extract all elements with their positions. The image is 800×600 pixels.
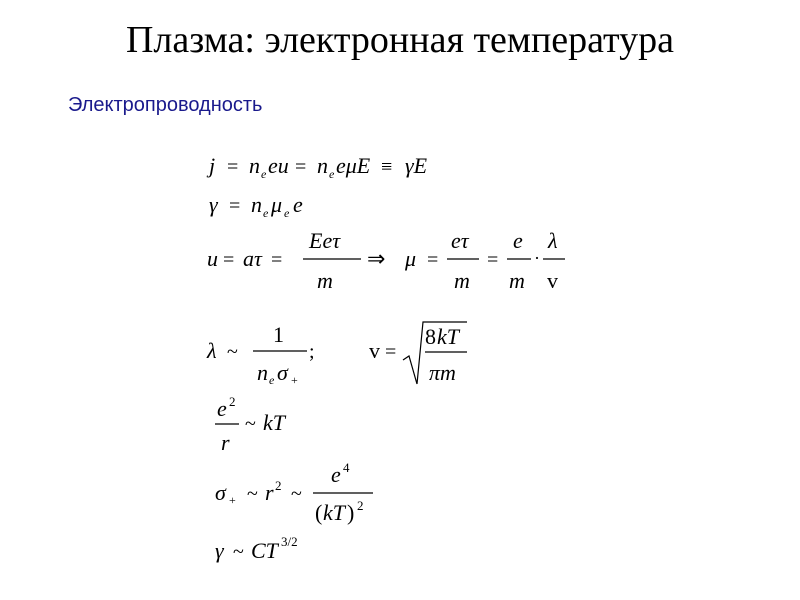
- svg-text:~: ~: [247, 483, 258, 505]
- svg-text:4: 4: [343, 460, 350, 475]
- svg-text:πm: πm: [429, 360, 456, 385]
- svg-text:r: r: [221, 430, 230, 455]
- svg-text:8: 8: [425, 324, 436, 349]
- svg-text:γE: γE: [405, 153, 428, 178]
- svg-text:v: v: [547, 268, 558, 293]
- svg-text:Eeτ: Eeτ: [309, 228, 341, 253]
- svg-text:n: n: [249, 153, 260, 178]
- svg-text:j: j: [209, 153, 216, 178]
- svg-text:γ: γ: [215, 538, 224, 563]
- svg-text:aτ: aτ: [243, 246, 262, 271]
- formula-cross-section: [205, 458, 395, 528]
- slide-title: Плазма: электронная температура: [125, 19, 675, 61]
- formula-current-density: [205, 148, 465, 184]
- svg-text:m: m: [317, 268, 333, 293]
- svg-text:~: ~: [227, 341, 238, 363]
- svg-text:v: v: [369, 338, 380, 363]
- svg-text:2: 2: [275, 478, 282, 493]
- svg-text:eτ: eτ: [451, 228, 469, 253]
- svg-text:σ: σ: [277, 360, 288, 385]
- svg-text:CT: CT: [251, 538, 278, 563]
- svg-text:2: 2: [229, 394, 236, 409]
- svg-text:e: e: [329, 167, 335, 181]
- svg-text:+: +: [291, 373, 298, 387]
- svg-text:2: 2: [357, 498, 364, 513]
- svg-text:e: e: [513, 228, 523, 253]
- svg-text:;: ;: [309, 341, 315, 363]
- svg-text:=: =: [385, 341, 397, 363]
- svg-text:m: m: [509, 268, 525, 293]
- svg-text:=: =: [227, 156, 239, 178]
- svg-text:γ: γ: [209, 192, 218, 217]
- svg-text:μ: μ: [405, 246, 417, 271]
- formula-mean-free-path: [205, 316, 495, 388]
- svg-text:eu: eu: [268, 153, 289, 178]
- svg-text:1: 1: [273, 322, 284, 347]
- svg-text:kT: kT: [263, 410, 285, 435]
- section-subtitle: Электропроводность: [68, 94, 263, 116]
- svg-text:n: n: [317, 153, 328, 178]
- svg-text:eμE: eμE: [336, 153, 371, 178]
- formula-energy-balance: [205, 392, 325, 456]
- svg-text:μ: μ: [271, 192, 283, 217]
- svg-text:+: +: [229, 493, 236, 507]
- formula-conductivity: [205, 188, 335, 222]
- svg-text:~: ~: [291, 483, 302, 505]
- svg-text:m: m: [454, 268, 470, 293]
- svg-text:e: e: [269, 373, 275, 387]
- svg-text:e: e: [293, 192, 303, 217]
- svg-text:3/2: 3/2: [281, 534, 298, 549]
- svg-text:⇒: ⇒: [367, 246, 386, 271]
- svg-text:e: e: [261, 167, 267, 181]
- svg-text:=: =: [487, 249, 499, 271]
- svg-text:kT: kT: [437, 324, 459, 349]
- svg-text:=: =: [427, 249, 439, 271]
- svg-text:=: =: [223, 249, 235, 271]
- formula-mobility: [205, 226, 585, 296]
- svg-text:e: e: [284, 206, 290, 220]
- svg-text:u: u: [207, 246, 218, 271]
- svg-text:e: e: [263, 206, 269, 220]
- svg-text:e: e: [331, 462, 341, 487]
- svg-text:=: =: [229, 195, 241, 217]
- svg-text:kT: kT: [323, 500, 345, 525]
- svg-text:≡: ≡: [381, 156, 393, 178]
- svg-text:n: n: [251, 192, 262, 217]
- svg-text:(: (: [315, 500, 323, 525]
- svg-text:~: ~: [233, 541, 244, 563]
- svg-text:r: r: [265, 480, 274, 505]
- formula-conductivity-scaling: [205, 530, 325, 570]
- svg-text:~: ~: [245, 413, 256, 435]
- svg-text:σ: σ: [215, 480, 226, 505]
- svg-text:λ: λ: [207, 338, 217, 363]
- svg-text:λ: λ: [548, 228, 558, 253]
- svg-text:·: ·: [534, 248, 540, 268]
- svg-text:): ): [347, 500, 355, 525]
- svg-text:=: =: [271, 249, 283, 271]
- svg-text:=: =: [295, 156, 307, 178]
- svg-text:n: n: [257, 360, 268, 385]
- svg-text:e: e: [217, 396, 227, 421]
